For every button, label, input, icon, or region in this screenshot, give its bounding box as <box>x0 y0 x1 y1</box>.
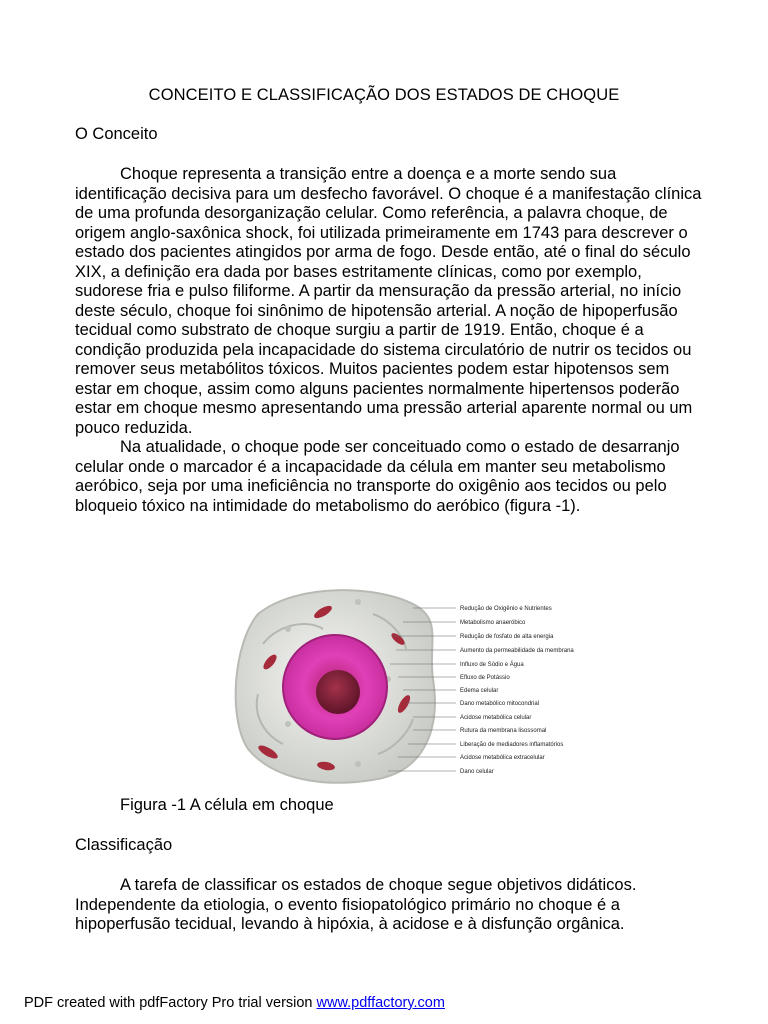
footer-text: PDF created with pdfFactory Pro trial version <box>24 995 317 1011</box>
figure-labels <box>460 606 574 775</box>
figure-label: Edema celular <box>460 688 499 694</box>
figure-label: Acidose metabólica extracelular <box>460 755 545 761</box>
figure-label: Metabolismo anaeróbico <box>460 620 526 626</box>
figure-label: Rutura da membrana lisossomal <box>460 728 547 734</box>
nucleolus <box>316 670 360 714</box>
cell-illustration <box>228 584 588 784</box>
figure-label: Aumento da permeabilidade da membrana <box>460 648 574 654</box>
figure-label: Influxo de Sódio e Água <box>460 662 524 668</box>
figure-label: Redução de Oxigênio e Nutrientes <box>460 606 552 612</box>
section-heading-conceito: O Conceito <box>75 125 158 143</box>
figure-label: Redução de fosfato de alta energia <box>460 634 554 640</box>
figure-label: Liberação de mediadores inflamatórios <box>460 742 564 748</box>
section-heading-classificacao: Classificação <box>75 836 173 854</box>
section-body-conceito <box>75 165 705 516</box>
document-title: CONCEITO E CLASSIFICAÇÃO DOS ESTADOS DE CHOQUE <box>148 86 620 104</box>
figure-label: Dano metabólico mitocondrial <box>460 701 540 707</box>
figure-caption: Figura -1 A célula em choque <box>120 796 334 814</box>
paragraph: Choque representa a transição entre a doença e a morte sendo sua identificação decisiva para um desfecho favorável. O choque é a manifestação clínica de uma profunda desorganização celular. Como referência, a palavra choque, de origem anglo-saxônica shock, foi utilizada primeiramente em 1743 para descrever o estado dos pacientes atingidos por arma de fogo. Desde então, até o final do século XIX, a definição era dada por bases estritamente clínicas, como por exemplo, sudorese fria e pulso filiforme. A partir da mensuração da pressão arterial, no início deste século, choque foi sinônimo de hipotensão arterial. A noção de hipoperfusão tecidual como substrato de choque surgiu a partir de 1919. Então, choque é a condição produzida pela incapacidade do sistema circulatório de nutrir os tecidos ou remover seus metabólitos tóxicos. Muitos pacientes podem estar hipotensos sem estar em choque, assim como alguns pacientes normalmente hipertensos poderão estar em choque mesmo apresentando uma pressão arterial aparente normal ou um pouco reduzida. <box>75 165 702 437</box>
paragraph: Na atualidade, o choque pode ser conceituado como o estado de desarranjo celular onde o marcador é a incapacidade da célula em manter seu metabolismo aeróbico, seja por uma ineficiência no transporte do oxigênio aos tecidos ou pelo bloqueio tóxico na intimidade do metabolismo do aeróbico (figura -1). <box>75 438 680 515</box>
figure-label: Dano celular <box>460 769 494 775</box>
figure-label: Acidose metabólica celular <box>460 715 532 721</box>
pdffactory-link[interactable]: www.pdffactory.com <box>316 995 445 1011</box>
paragraph: A tarefa de classificar os estados de choque segue objetivos didáticos. Independente da etiologia, o evento fisiopatológico primário no choque é a hipoperfusão tecidual, levando à hipóxia, à acidose e à disfunção orgânica. <box>75 876 637 933</box>
cell-shock-figure <box>228 584 588 784</box>
figure-label: Efluxo de Potássio <box>460 675 510 681</box>
pdf-footer <box>24 995 445 1011</box>
section-body-classificacao <box>75 876 705 935</box>
